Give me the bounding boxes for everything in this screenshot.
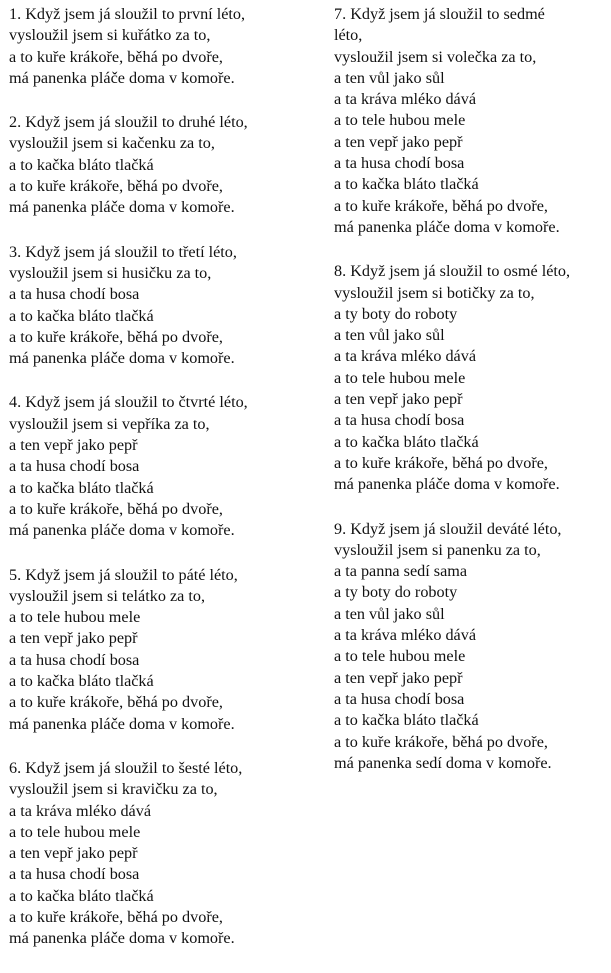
- verse-line: má panenka pláče doma v komoře.: [9, 929, 235, 948]
- verse-line: má panenka pláče doma v komoře.: [9, 349, 235, 368]
- right-column: [334, 4, 610, 797]
- verse-line: 2. Když jsem já sloužil to druhé léto,: [9, 113, 248, 132]
- verse-line: 9. Když jsem já sloužil deváté léto,: [334, 519, 562, 538]
- verse-line: 1. Když jsem já sloužil to první léto,: [9, 5, 246, 23]
- verse-line: a ta husa chodí bosa: [9, 285, 140, 304]
- verse-line: a to tele hubou mele: [9, 822, 141, 841]
- verse-line: a ta kráva mléko dává: [334, 347, 477, 366]
- verse-line: a ten vepř jako pepř: [334, 390, 463, 409]
- verse-line: vysloužil jsem si kuřátko za to,: [9, 26, 211, 45]
- verse-line: a to tele hubou mele: [9, 608, 141, 627]
- verse-line: má panenka pláče doma v komoře.: [334, 217, 560, 236]
- verse-line: vysloužil jsem si volečka za to,: [334, 47, 537, 66]
- verse-line: má panenka pláče doma v komoře.: [334, 475, 560, 494]
- verse-line: a to kuře krákoře, běhá po dvoře,: [9, 327, 223, 346]
- verse-line: a to kuře krákoře, běhá po dvoře,: [334, 196, 548, 215]
- verse-line: má panenka pláče doma v komoře.: [9, 521, 235, 540]
- stanza: [9, 758, 327, 950]
- verse-line: a to kačka bláto tlačká: [9, 478, 154, 497]
- verse-line: má panenka sedí doma v komoře.: [334, 753, 552, 772]
- verse-line: a ta husa chodí bosa: [9, 650, 140, 669]
- verse-line: a to kačka bláto tlačká: [9, 306, 154, 325]
- verse-line: a to tele hubou mele: [334, 647, 466, 666]
- stanza: [9, 242, 327, 370]
- verse-line: a to kuře krákoře, běhá po dvoře,: [334, 732, 548, 751]
- verse-line: 7. Když jsem já sloužil to sedmé: [334, 5, 545, 23]
- verse-line: a ta husa chodí bosa: [9, 457, 140, 476]
- stanza: [334, 519, 610, 775]
- verse-line: 4. Když jsem já sloužil to čtvrté léto,: [9, 393, 248, 412]
- verse-line: vysloužil jsem si panenku za to,: [334, 540, 541, 559]
- verse-line: vysloužil jsem si kačenku za to,: [9, 134, 215, 153]
- stanza: [9, 565, 327, 735]
- verse-line: a ta kráva mléko dává: [334, 626, 477, 645]
- verse-line: a to kuře krákoře, běhá po dvoře,: [9, 177, 223, 196]
- verse-line: vysloužil jsem si husičku za to,: [9, 263, 212, 282]
- verse-line: vysloužil jsem si kravičku za to,: [9, 780, 218, 799]
- left-column: [9, 4, 327, 973]
- verse-line: a to kačka bláto tlačká: [9, 672, 154, 691]
- verse-line: a ta husa chodí bosa: [334, 411, 465, 430]
- verse-line: léto,: [334, 26, 363, 45]
- verse-line: a ten vůl jako sůl: [334, 68, 445, 87]
- verse-line: 6. Když jsem já sloužil to šesté léto,: [9, 758, 243, 777]
- verse-line: a to tele hubou mele: [334, 111, 466, 130]
- verse-line: má panenka pláče doma v komoře.: [9, 198, 235, 217]
- verse-line: a ta husa chodí bosa: [334, 154, 465, 173]
- verse-line: a ten vepř jako pepř: [9, 844, 138, 863]
- verse-line: a to kuře krákoře, běhá po dvoře,: [9, 907, 223, 926]
- verse-line: a ta husa chodí bosa: [334, 689, 465, 708]
- verse-line: a ta kráva mléko dává: [9, 801, 152, 820]
- verse-line: vysloužil jsem si botičky za to,: [334, 283, 535, 302]
- stanza: [9, 4, 327, 89]
- stanza: [9, 392, 327, 541]
- verse-line: a to tele hubou mele: [334, 368, 466, 387]
- verse-line: a ten vůl jako sůl: [334, 604, 445, 623]
- verse-line: a ten vepř jako pepř: [9, 629, 138, 648]
- verse-line: a ten vepř jako pepř: [9, 436, 138, 455]
- verse-line: má panenka pláče doma v komoře.: [9, 714, 235, 733]
- verse-line: a to kačka bláto tlačká: [9, 155, 154, 174]
- verse-line: a ta kráva mléko dává: [334, 90, 477, 109]
- verse-line: 8. Když jsem já sloužil to osmé léto,: [334, 262, 571, 281]
- verse-line: a ta husa chodí bosa: [9, 865, 140, 884]
- verse-line: a to kačka bláto tlačká: [334, 432, 479, 451]
- stanza: [9, 112, 327, 218]
- verse-line: a to kačka bláto tlačká: [334, 711, 479, 730]
- verse-line: a ta panna sedí sama: [334, 562, 468, 581]
- verse-line: a ten vepř jako pepř: [334, 668, 463, 687]
- verse-line: a ty boty do roboty: [334, 304, 458, 323]
- verse-line: vysloužil jsem si telátko za to,: [9, 586, 206, 605]
- stanza: [334, 261, 610, 495]
- verse-line: 5. Když jsem já sloužil to páté léto,: [9, 565, 238, 584]
- stanza: [334, 4, 610, 238]
- verse-line: a to kačka bláto tlačká: [334, 175, 479, 194]
- verse-line: a ten vepř jako pepř: [334, 132, 463, 151]
- verse-line: a ten vůl jako sůl: [334, 326, 445, 345]
- verse-line: a to kuře krákoře, běhá po dvoře,: [334, 453, 548, 472]
- verse-line: a to kuře krákoře, běhá po dvoře,: [9, 47, 223, 66]
- verse-line: a to kuře krákoře, běhá po dvoře,: [9, 693, 223, 712]
- verse-line: a to kuře krákoře, běhá po dvoře,: [9, 499, 223, 518]
- verse-line: vysloužil jsem si vepříka za to,: [9, 414, 210, 433]
- verse-line: má panenka pláče doma v komoře.: [9, 68, 235, 87]
- verse-line: a to kačka bláto tlačká: [9, 886, 154, 905]
- verse-line: a ty boty do roboty: [334, 583, 458, 602]
- verse-line: 3. Když jsem já sloužil to třetí léto,: [9, 242, 237, 261]
